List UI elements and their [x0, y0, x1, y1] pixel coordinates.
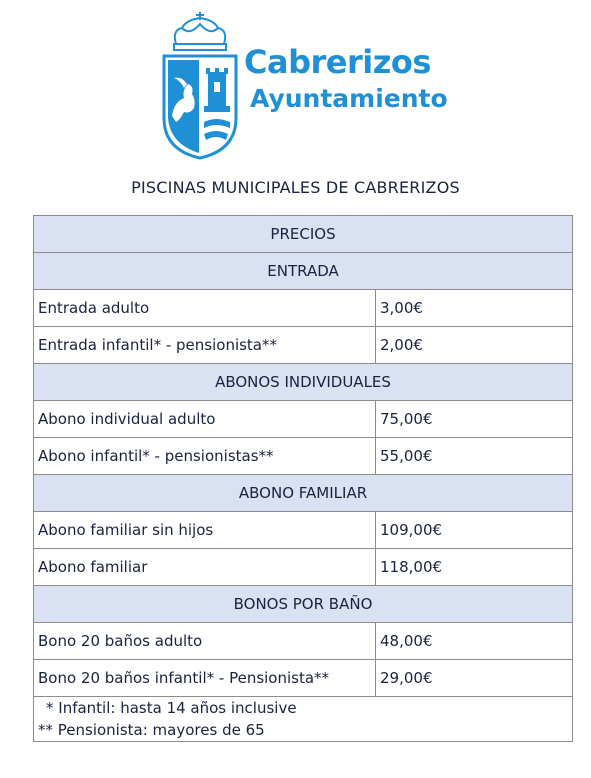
brand-subtitle: Ayuntamiento — [250, 84, 448, 113]
price-value: 48,00€ — [376, 623, 573, 660]
price-value: 29,00€ — [376, 660, 573, 697]
price-value: 109,00€ — [376, 512, 573, 549]
section-row-abono-familiar — [34, 475, 573, 512]
table-row — [34, 401, 573, 438]
table-row — [34, 327, 573, 364]
price-value: 75,00€ — [376, 401, 573, 438]
price-label: Abono infantil* - pensionistas** — [34, 438, 376, 475]
price-label: Bono 20 baños adulto — [34, 623, 376, 660]
table-header: PRECIOS — [34, 216, 573, 253]
table-row — [34, 290, 573, 327]
coat-of-arms-icon — [160, 10, 240, 160]
notes-cell — [34, 697, 573, 742]
footnote-infantil: * Infantil: hasta 14 años inclusive — [46, 699, 297, 717]
section-row-bonos-por-bano — [34, 586, 573, 623]
table-row — [34, 438, 573, 475]
table-row — [34, 660, 573, 697]
price-label: Entrada infantil* - pensionista** — [34, 327, 376, 364]
section-title: ENTRADA — [34, 253, 573, 290]
price-table — [33, 215, 573, 742]
table-row — [34, 512, 573, 549]
section-title: ABONOS INDIVIDUALES — [34, 364, 573, 401]
price-label: Entrada adulto — [34, 290, 376, 327]
price-label: Abono individual adulto — [34, 401, 376, 438]
price-label: Abono familiar — [34, 549, 376, 586]
section-row-entrada — [34, 253, 573, 290]
page-title: PISCINAS MUNICIPALES DE CABRERIZOS — [131, 178, 460, 197]
price-label: Abono familiar sin hijos — [34, 512, 376, 549]
section-title: BONOS POR BAÑO — [34, 586, 573, 623]
footnote-pensionista: ** Pensionista: mayores de 65 — [38, 721, 265, 739]
brand-name: Cabrerizos — [244, 43, 431, 81]
table-header-row — [34, 216, 573, 253]
table-row — [34, 623, 573, 660]
price-value: 118,00€ — [376, 549, 573, 586]
price-label: Bono 20 baños infantil* - Pensionista** — [34, 660, 376, 697]
notes-row — [34, 697, 573, 742]
section-title: ABONO FAMILIAR — [34, 475, 573, 512]
price-value: 2,00€ — [376, 327, 573, 364]
section-row-abonos-individuales — [34, 364, 573, 401]
ayuntamiento-logo — [160, 10, 450, 160]
price-value: 55,00€ — [376, 438, 573, 475]
brand-text — [244, 43, 448, 113]
table-row — [34, 549, 573, 586]
price-value: 3,00€ — [376, 290, 573, 327]
